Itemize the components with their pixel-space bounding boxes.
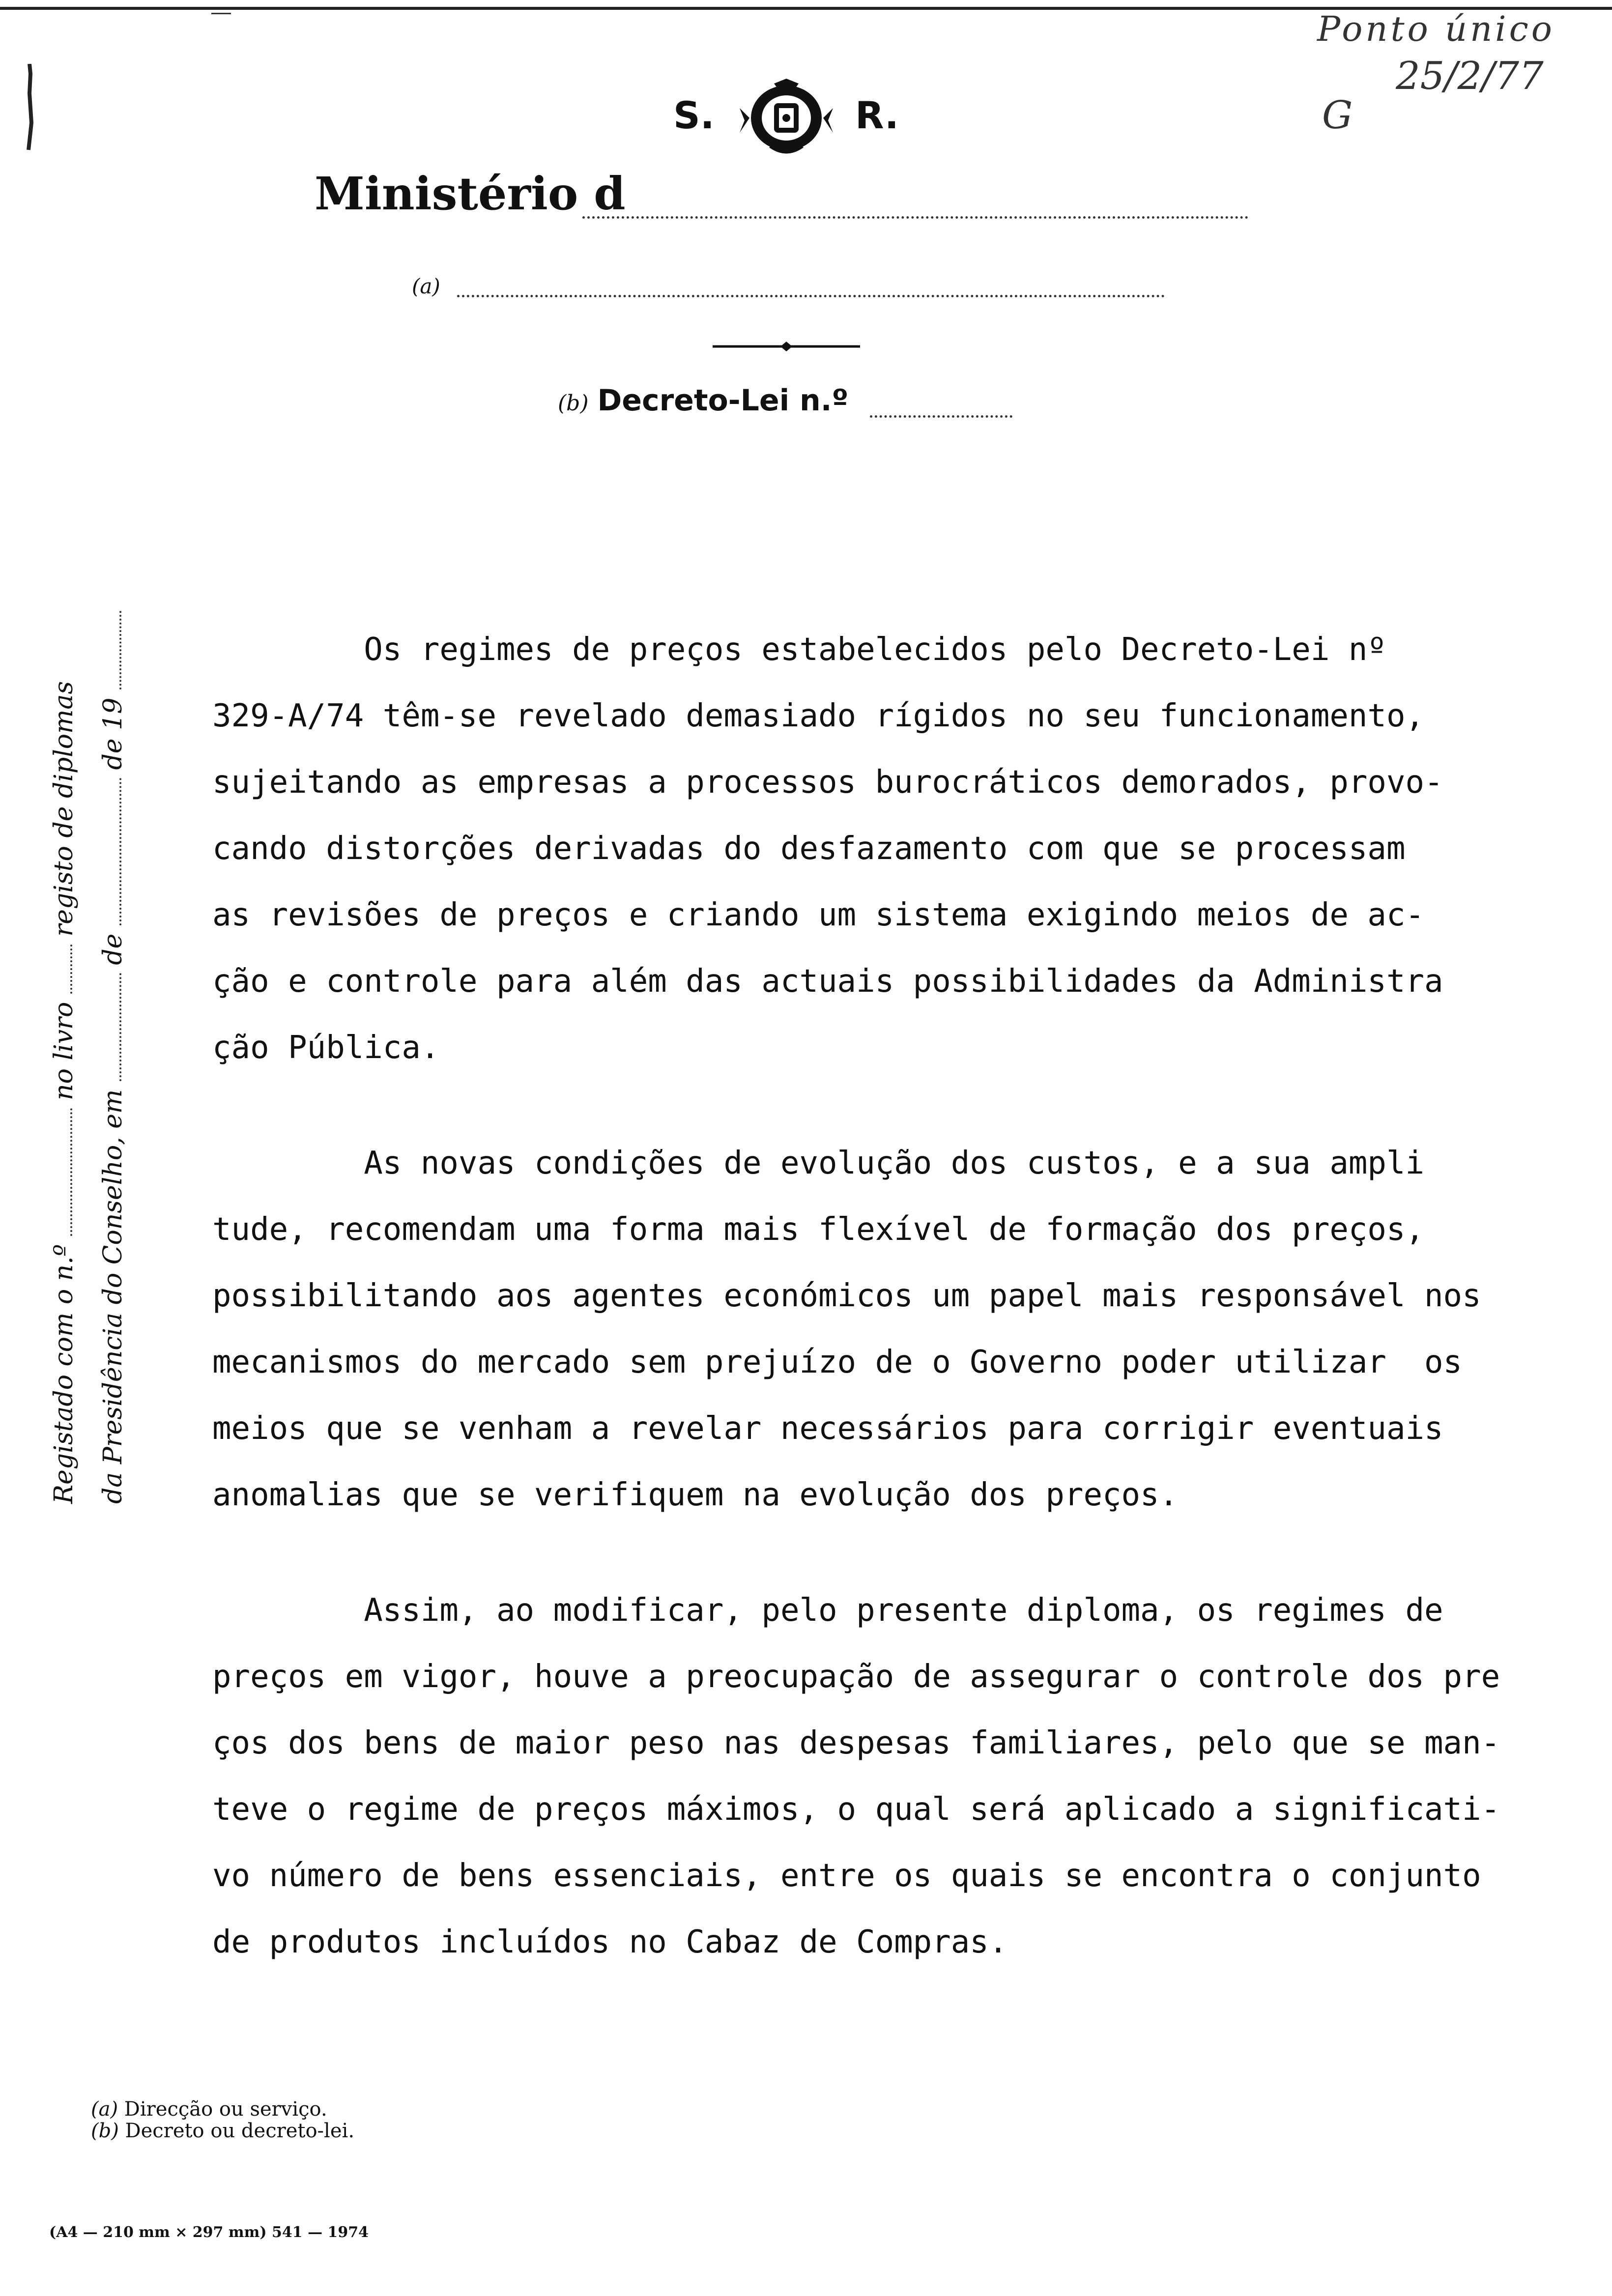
margin-blank-2 [51,945,72,994]
paragraph-line: anomalias que se verifiquem na evolução dos preços. [212,1477,1179,1513]
margin-note-de: de [98,933,128,965]
form-code: (A4 — 210 mm × 297 mm) 541 — 1974 [49,2224,369,2241]
registration-margin-note [44,590,152,1504]
paragraph-line: tude, recomendam uma forma mais flexível de formação dos preços, [212,1211,1424,1248]
margin-note-line-1 [49,681,79,1504]
paragraph-line: ços dos bens de maior peso nas despesas familiares, pelo que se man- [212,1725,1500,1761]
margin-mark [26,64,33,152]
paragraph-line: Assim, ao modificar, pelo presente diploma, os regimes de [212,1592,1443,1629]
letterhead-r: R. [855,93,899,137]
margin-blank-4 [100,778,121,925]
margin-note-registo: registo de diplomas [49,681,79,937]
footnote-mark: (a) [91,2098,118,2121]
margin-blank-5 [100,611,121,689]
paragraph-line: cando distorções derivadas do desfazamento com que se processam [212,831,1406,867]
margin-blank-1 [51,1108,72,1236]
paragraph-line: mecanismos do mercado sem prejuízo de o Governo poder utilizar os [212,1344,1463,1380]
divider-ornament [713,339,860,354]
decree-body [212,617,1564,2025]
top-dash [211,13,231,14]
paragraph-line: ção e controle para além das actuais possibilidades da Administra [212,963,1443,1000]
letterhead-emblem [654,79,929,157]
paragraph-line: as revisões de preços e criando um sistema exigindo meios de ac- [212,897,1424,933]
footnote-text: Direcção ou serviço. [124,2098,327,2121]
decree-number-blank [870,415,1012,418]
paragraph-line: Os regimes de preços estabelecidos pelo Decreto-Lei nº [212,631,1386,668]
ministry-heading: Ministério d [315,167,626,220]
service-marker: (a) [412,274,440,298]
paragraph-3 [212,1578,1564,1976]
handwritten-date: 25/2/77 [1396,54,1544,98]
paragraph-line: preços em vigor, houve a preocupação de assegurar o controle dos pre [212,1659,1500,1695]
paragraph-line: As novas condições de evolução dos custos, e a sua ampli [212,1145,1424,1181]
decree-label: Decreto-Lei n.º [597,383,849,418]
paragraph-line: vo número de bens essenciais, entre os quais se encontra o conjunto [212,1858,1481,1894]
footnote-b [91,2120,354,2142]
handwritten-initial: G [1322,93,1353,138]
handwritten-note-1: Ponto único [1317,9,1555,49]
footnotes [91,2098,354,2142]
footnote-mark: (b) [91,2120,119,2142]
paragraph-line: 329-A/74 têm-se revelado demasiado rígidos no seu funcionamento, [212,698,1424,734]
paragraph-line: ção Pública. [212,1030,440,1066]
margin-note-registado: Registado com o n.º [49,1244,79,1504]
service-blank-line [457,295,1165,297]
coat-of-arms-icon [740,79,833,157]
letterhead-s: S. [673,93,715,137]
margin-blank-3 [100,973,121,1081]
paragraph-line: de produtos incluídos no Cabaz de Compras. [212,1924,1008,1960]
margin-note-line-2 [98,611,128,1504]
paragraph-line: possibilitando aos agentes económicos um papel mais responsável nos [212,1278,1481,1314]
paragraph-line: sujeitando as empresas a processos burocráticos demorados, provo- [212,764,1443,801]
decree-marker: (b) [558,391,589,416]
paragraph-line: teve o regime de preços máximos, o qual será aplicado a significati- [212,1791,1500,1828]
margin-note-livro: no livro [49,1002,79,1100]
decree-heading [558,383,848,418]
margin-note-de19: de 19 [98,697,128,770]
ministry-blank-line [582,216,1248,219]
paragraph-2 [212,1130,1564,1528]
margin-note-presidencia: da Presidência do Conselho, em [98,1089,128,1504]
footnote-a [91,2098,354,2120]
paragraph-1 [212,617,1564,1081]
footnote-text: Decreto ou decreto-lei. [125,2120,355,2142]
paragraph-line: meios que se venham a revelar necessários para corrigir eventuais [212,1410,1443,1447]
